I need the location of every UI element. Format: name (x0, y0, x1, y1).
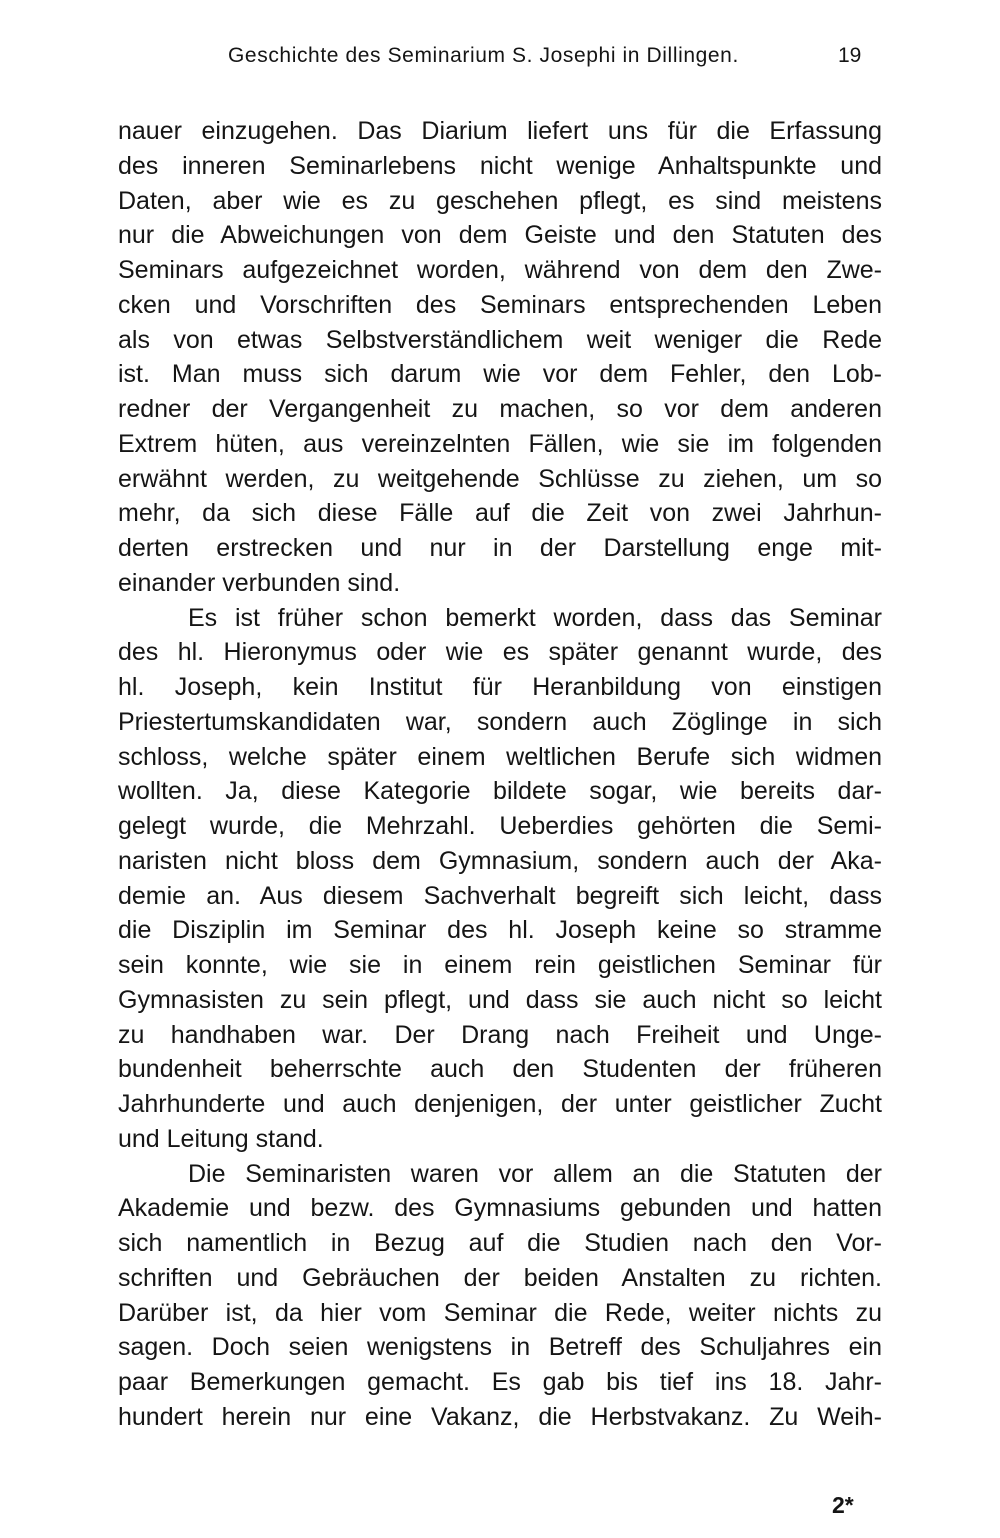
text-line: sagen. Doch seien wenigstens in Betreff des Schuljahres ein (118, 1333, 882, 1362)
signature-mark: 2* (832, 1492, 854, 1518)
text-line: sich namentlich in Bezug auf die Studien nach den Vor- (118, 1229, 882, 1257)
text-line: sein konnte, wie sie in einem rein geistlichen Seminar für (118, 951, 882, 979)
text-line: bundenheit beherrschte auch den Studenten der früheren (118, 1055, 882, 1084)
text-line: derten erstrecken und nur in der Darstellung enge mit- (118, 534, 882, 562)
text-line: als von etwas Selbstverständlichem weit weniger die Rede (118, 325, 882, 354)
text-line: Die Seminaristen waren vor allem an die Statuten der (188, 1159, 882, 1188)
text-line: paar Bemerkungen gemacht. Es gab bis tief ins 18. Jahr- (118, 1368, 882, 1396)
text-line: zu handhaben war. Der Drang nach Freiheit und Unge- (118, 1020, 882, 1049)
text-line: die Disziplin im Seminar des hl. Joseph keine so stramme (118, 916, 882, 945)
text-line: redner der Vergangenheit zu machen, so vor dem anderen (118, 395, 882, 423)
text-line: ist. Man muss sich darum wie vor dem Fehler, den Lob- (118, 360, 882, 389)
text-line: erwähnt werden, zu weitgehende Schlüsse zu ziehen, um so (118, 464, 882, 493)
running-title: Geschichte des Seminarium S. Josephi in Dillingen. (228, 44, 739, 67)
text-line: mehr, da sich diese Fälle auf die Zeit von zwei Jahrhun- (118, 499, 882, 528)
text-line: und Leitung stand. (118, 1124, 324, 1153)
text-line: cken und Vorschriften des Seminars entsprechenden Leben (118, 290, 882, 319)
page-number: 19 (838, 44, 862, 67)
text-line: Es ist früher schon bemerkt worden, dass das Seminar (188, 603, 882, 632)
text-line: des hl. Hieronymus oder wie es später genannt wurde, des (118, 638, 882, 667)
text-line: Akademie und bezw. des Gymnasiums gebunden und hatten (118, 1194, 882, 1223)
text-line: wollten. Ja, diese Kategorie bildete sogar, wie bereits dar- (118, 777, 882, 806)
text-line: naristen nicht bloss dem Gymnasium, sondern auch der Aka- (118, 846, 882, 875)
text-line: Seminars aufgezeichnet worden, während von dem den Zwe- (118, 256, 882, 284)
text-line: nauer einzugehen. Das Diarium liefert uns für die Erfassung (118, 117, 882, 145)
text-line: demie an. Aus diesem Sachverhalt begreift sich leicht, dass (118, 881, 882, 910)
text-line: hundert herein nur eine Vakanz, die Herbstvakanz. Zu Weih- (118, 1402, 882, 1431)
text-line: des inneren Seminarlebens nicht wenige Anhaltspunkte und (118, 151, 882, 180)
text-line: einander verbunden sind. (118, 568, 401, 597)
text-line: Extrem hüten, aus vereinzelnten Fällen, wie sie im folgenden (118, 429, 882, 458)
text-line: Daten, aber wie es zu geschehen pflegt, es sind meistens (118, 186, 882, 215)
body-text (118, 114, 882, 1435)
text-line: nur die Abweichungen von dem Geiste und den Statuten des (118, 221, 882, 250)
text-line: Jahrhunderte und auch denjenigen, der unter geistlicher Zucht (118, 1090, 882, 1118)
text-line: Priestertumskandidaten war, sondern auch Zöglinge in sich (118, 707, 882, 736)
text-line: schloss, welche später einem weltlichen Berufe sich widmen (118, 742, 882, 771)
text-line: Darüber ist, da hier vom Seminar die Rede, weiter nichts zu (118, 1298, 882, 1327)
text-line: Gymnasisten zu sein pflegt, und dass sie auch nicht so leicht (118, 985, 882, 1014)
text-line: hl. Joseph, kein Institut für Heranbildung von einstigen (118, 673, 882, 701)
text-line: schriften und Gebräuchen der beiden Anstalten zu richten. (118, 1263, 882, 1292)
text-line: gelegt wurde, die Mehrzahl. Ueberdies gehörten die Semi- (118, 812, 882, 840)
